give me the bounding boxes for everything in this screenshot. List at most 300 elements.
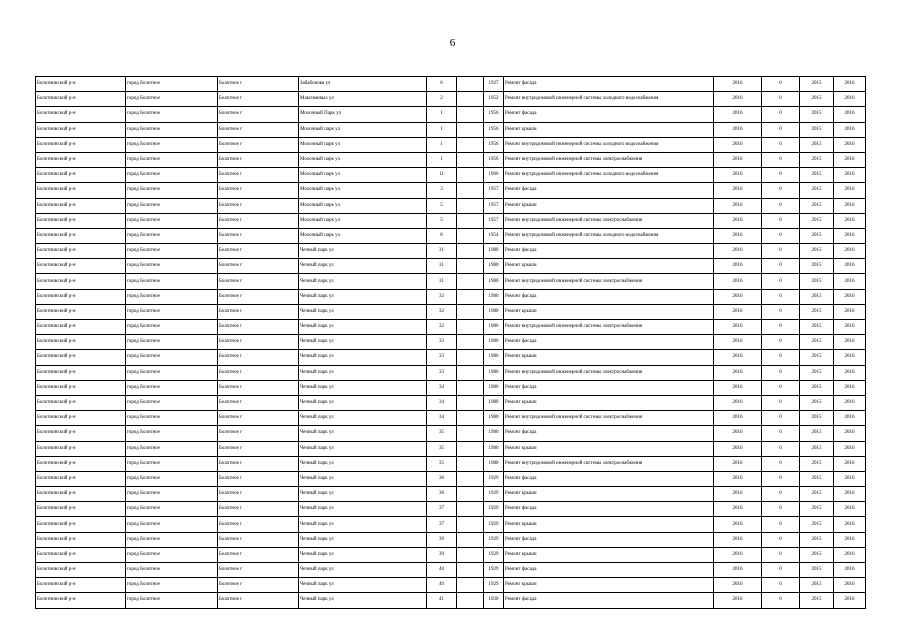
- district-cell: Болотнинский р-н: [36, 411, 126, 426]
- district-cell: Болотнинский р-н: [36, 441, 126, 456]
- settlement-cell: город Болотное: [126, 92, 218, 107]
- period-start-cell: 2015: [800, 532, 834, 547]
- settlement-cell: город Болотное: [126, 502, 218, 517]
- table-row: [36, 593, 866, 608]
- build-year-cell: 1980: [484, 274, 504, 289]
- period-end-cell: 2016: [834, 152, 866, 167]
- street-cell: Чечный парк ул: [299, 289, 427, 304]
- house-number-cell: 40: [427, 563, 457, 578]
- period-end-cell: 2016: [834, 213, 866, 228]
- settlement-cell: город Болотное: [126, 441, 218, 456]
- street-cell: Молочный парк ул: [299, 213, 427, 228]
- district-cell: Болотнинский р-н: [36, 289, 126, 304]
- table-row: [36, 228, 866, 243]
- district-cell: Болотнинский р-н: [36, 350, 126, 365]
- period-end-cell: 2016: [834, 593, 866, 608]
- locality-cell: Болотное г: [218, 426, 299, 441]
- plan-year-cell: 2016: [714, 183, 762, 198]
- period-end-cell: 2016: [834, 137, 866, 152]
- plan-year-cell: 2016: [714, 335, 762, 350]
- value-cell: 0: [762, 92, 800, 107]
- table-row: [36, 152, 866, 167]
- build-year-cell: 1980: [484, 289, 504, 304]
- period-end-cell: 2016: [834, 183, 866, 198]
- locality-cell: Болотное г: [218, 274, 299, 289]
- period-end-cell: 2016: [834, 274, 866, 289]
- period-end-cell: 2016: [834, 517, 866, 532]
- period-start-cell: 2015: [800, 228, 834, 243]
- settlement-cell: город Болотное: [126, 183, 218, 198]
- locality-cell: Болотное г: [218, 122, 299, 137]
- table-row: [36, 532, 866, 547]
- plan-year-cell: 2016: [714, 168, 762, 183]
- house-number-cell: 35: [427, 456, 457, 471]
- period-end-cell: 2016: [834, 426, 866, 441]
- street-cell: Чечный парк ул: [299, 350, 427, 365]
- settlement-cell: город Болотное: [126, 304, 218, 319]
- building-cell: [457, 107, 484, 122]
- district-cell: Болотнинский р-н: [36, 213, 126, 228]
- house-number-cell: 5: [427, 198, 457, 213]
- locality-cell: Болотное г: [218, 411, 299, 426]
- house-number-cell: 31: [427, 274, 457, 289]
- locality-cell: Болотное г: [218, 77, 299, 92]
- building-cell: [457, 183, 484, 198]
- street-cell: Молочный Парк ул: [299, 107, 427, 122]
- plan-year-cell: 2016: [714, 517, 762, 532]
- street-cell: Забабонова ул: [299, 77, 427, 92]
- house-number-cell: 11: [427, 168, 457, 183]
- period-start-cell: 2015: [800, 380, 834, 395]
- period-end-cell: 2016: [834, 456, 866, 471]
- plan-year-cell: 2016: [714, 365, 762, 380]
- building-cell: [457, 92, 484, 107]
- house-number-cell: 39: [427, 532, 457, 547]
- table-row: [36, 92, 866, 107]
- period-start-cell: 2015: [800, 411, 834, 426]
- value-cell: 0: [762, 168, 800, 183]
- period-end-cell: 2016: [834, 122, 866, 137]
- build-year-cell: 1956: [484, 122, 504, 137]
- period-start-cell: 2015: [800, 365, 834, 380]
- table-row: [36, 320, 866, 335]
- settlement-cell: город Болотное: [126, 107, 218, 122]
- period-end-cell: 2016: [834, 471, 866, 486]
- locality-cell: Болотное г: [218, 107, 299, 122]
- value-cell: 0: [762, 304, 800, 319]
- house-number-cell: 1: [427, 152, 457, 167]
- plan-year-cell: 2016: [714, 411, 762, 426]
- period-end-cell: 2016: [834, 244, 866, 259]
- district-cell: Болотнинский р-н: [36, 593, 126, 608]
- repair-type-cell: Ремонт фасада: [504, 426, 714, 441]
- street-cell: Чечный парк ул: [299, 259, 427, 274]
- table-row: [36, 487, 866, 502]
- locality-cell: Болотное г: [218, 547, 299, 562]
- district-cell: Болотнинский р-н: [36, 168, 126, 183]
- district-cell: Болотнинский р-н: [36, 320, 126, 335]
- house-number-cell: 37: [427, 502, 457, 517]
- locality-cell: Болотное г: [218, 304, 299, 319]
- building-cell: [457, 350, 484, 365]
- table-row: [36, 274, 866, 289]
- building-cell: [457, 502, 484, 517]
- building-cell: [457, 77, 484, 92]
- repair-type-cell: Ремонт крыши: [504, 578, 714, 593]
- value-cell: 0: [762, 320, 800, 335]
- value-cell: 0: [762, 335, 800, 350]
- building-cell: [457, 168, 484, 183]
- period-end-cell: 2016: [834, 502, 866, 517]
- building-cell: [457, 411, 484, 426]
- period-end-cell: 2016: [834, 547, 866, 562]
- table-row: [36, 244, 866, 259]
- repair-type-cell: Ремонт внутридомовой инженерной системы холодного водоснабжения: [504, 228, 714, 243]
- settlement-cell: город Болотное: [126, 320, 218, 335]
- period-start-cell: 2015: [800, 456, 834, 471]
- district-cell: Болотнинский р-н: [36, 426, 126, 441]
- locality-cell: Болотное г: [218, 517, 299, 532]
- settlement-cell: город Болотное: [126, 228, 218, 243]
- build-year-cell: 1952: [484, 92, 504, 107]
- settlement-cell: город Болотное: [126, 198, 218, 213]
- value-cell: 0: [762, 456, 800, 471]
- repair-type-cell: Ремонт крыши: [504, 547, 714, 562]
- table-row: [36, 578, 866, 593]
- period-start-cell: 2015: [800, 152, 834, 167]
- period-start-cell: 2015: [800, 320, 834, 335]
- table-row: [36, 168, 866, 183]
- period-start-cell: 2015: [800, 563, 834, 578]
- value-cell: 0: [762, 259, 800, 274]
- period-start-cell: 2015: [800, 350, 834, 365]
- building-cell: [457, 395, 484, 410]
- repair-type-cell: Ремонт крыши: [504, 517, 714, 532]
- settlement-cell: город Болотное: [126, 259, 218, 274]
- street-cell: Чечный парк ул: [299, 593, 427, 608]
- locality-cell: Болотное г: [218, 350, 299, 365]
- repair-type-cell: Ремонт фасада: [504, 563, 714, 578]
- plan-year-cell: 2016: [714, 198, 762, 213]
- street-cell: Молочный парк ул: [299, 137, 427, 152]
- locality-cell: Болотное г: [218, 502, 299, 517]
- district-cell: Болотнинский р-н: [36, 244, 126, 259]
- value-cell: 0: [762, 532, 800, 547]
- build-year-cell: 1980: [484, 320, 504, 335]
- period-end-cell: 2016: [834, 259, 866, 274]
- repair-registry-table: [35, 76, 866, 609]
- street-cell: Чечный парк ул: [299, 426, 427, 441]
- table-row: [36, 395, 866, 410]
- settlement-cell: город Болотное: [126, 593, 218, 608]
- period-end-cell: 2016: [834, 77, 866, 92]
- table-row: [36, 77, 866, 92]
- table-row: [36, 213, 866, 228]
- repair-type-cell: Ремонт фасада: [504, 380, 714, 395]
- locality-cell: Болотное г: [218, 213, 299, 228]
- building-cell: [457, 259, 484, 274]
- value-cell: 0: [762, 471, 800, 486]
- value-cell: 0: [762, 502, 800, 517]
- building-cell: [457, 228, 484, 243]
- settlement-cell: город Болотное: [126, 578, 218, 593]
- repair-type-cell: Ремонт крыши: [504, 487, 714, 502]
- table-row: [36, 441, 866, 456]
- plan-year-cell: 2016: [714, 395, 762, 410]
- plan-year-cell: 2016: [714, 289, 762, 304]
- value-cell: 0: [762, 426, 800, 441]
- value-cell: 0: [762, 547, 800, 562]
- locality-cell: Болотное г: [218, 441, 299, 456]
- settlement-cell: город Болотное: [126, 456, 218, 471]
- table-row: [36, 350, 866, 365]
- district-cell: Болотнинский р-н: [36, 578, 126, 593]
- building-cell: [457, 532, 484, 547]
- table-row: [36, 547, 866, 562]
- building-cell: [457, 593, 484, 608]
- table-row: [36, 365, 866, 380]
- build-year-cell: 1929: [484, 487, 504, 502]
- value-cell: 0: [762, 395, 800, 410]
- locality-cell: Болотное г: [218, 183, 299, 198]
- value-cell: 0: [762, 183, 800, 198]
- period-start-cell: 2015: [800, 502, 834, 517]
- street-cell: Чечный парк ул: [299, 578, 427, 593]
- repair-type-cell: Ремонт внутридомовой инженерной системы холодного водоснабжения: [504, 92, 714, 107]
- plan-year-cell: 2016: [714, 487, 762, 502]
- district-cell: Болотнинский р-н: [36, 304, 126, 319]
- repair-type-cell: Ремонт фасада: [504, 244, 714, 259]
- building-cell: [457, 380, 484, 395]
- period-end-cell: 2016: [834, 168, 866, 183]
- locality-cell: Болотное г: [218, 198, 299, 213]
- settlement-cell: город Болотное: [126, 547, 218, 562]
- plan-year-cell: 2016: [714, 320, 762, 335]
- period-end-cell: 2016: [834, 198, 866, 213]
- building-cell: [457, 198, 484, 213]
- locality-cell: Болотное г: [218, 137, 299, 152]
- building-cell: [457, 517, 484, 532]
- build-year-cell: 1956: [484, 107, 504, 122]
- plan-year-cell: 2016: [714, 259, 762, 274]
- street-cell: Молочный парк ул: [299, 122, 427, 137]
- period-start-cell: 2015: [800, 395, 834, 410]
- plan-year-cell: 2016: [714, 563, 762, 578]
- value-cell: 0: [762, 411, 800, 426]
- repair-type-cell: Ремонт внутридомовой инженерной системы электроснабжения: [504, 320, 714, 335]
- house-number-cell: 31: [427, 244, 457, 259]
- repair-type-cell: Ремонт внутридомовой инженерной системы электроснабжения: [504, 365, 714, 380]
- building-cell: [457, 289, 484, 304]
- settlement-cell: город Болотное: [126, 350, 218, 365]
- house-number-cell: 3: [427, 183, 457, 198]
- house-number-cell: 5: [427, 213, 457, 228]
- district-cell: Болотнинский р-н: [36, 152, 126, 167]
- building-cell: [457, 441, 484, 456]
- house-number-cell: 35: [427, 441, 457, 456]
- period-end-cell: 2016: [834, 380, 866, 395]
- settlement-cell: город Болотное: [126, 122, 218, 137]
- building-cell: [457, 304, 484, 319]
- period-end-cell: 2016: [834, 228, 866, 243]
- plan-year-cell: 2016: [714, 92, 762, 107]
- repair-type-cell: Ремонт фасада: [504, 289, 714, 304]
- build-year-cell: 1960: [484, 168, 504, 183]
- street-cell: Чечный парк ул: [299, 274, 427, 289]
- district-cell: Болотнинский р-н: [36, 547, 126, 562]
- repair-type-cell: Ремонт фасада: [504, 183, 714, 198]
- repair-type-cell: Ремонт фасада: [504, 471, 714, 486]
- building-cell: [457, 213, 484, 228]
- value-cell: 0: [762, 137, 800, 152]
- repair-type-cell: Ремонт фасада: [504, 502, 714, 517]
- value-cell: 0: [762, 365, 800, 380]
- period-end-cell: 2016: [834, 289, 866, 304]
- settlement-cell: город Болотное: [126, 152, 218, 167]
- plan-year-cell: 2016: [714, 441, 762, 456]
- build-year-cell: 1954: [484, 228, 504, 243]
- build-year-cell: 1930: [484, 593, 504, 608]
- house-number-cell: 39: [427, 547, 457, 562]
- period-end-cell: 2016: [834, 320, 866, 335]
- period-start-cell: 2015: [800, 107, 834, 122]
- repair-type-cell: Ремонт внутридомовой инженерной системы холодного водоснабжения: [504, 168, 714, 183]
- plan-year-cell: 2016: [714, 137, 762, 152]
- build-year-cell: 1980: [484, 441, 504, 456]
- house-number-cell: 8: [427, 228, 457, 243]
- table-row: [36, 198, 866, 213]
- repair-type-cell: Ремонт фасада: [504, 593, 714, 608]
- plan-year-cell: 2016: [714, 274, 762, 289]
- house-number-cell: 33: [427, 365, 457, 380]
- table-row: [36, 502, 866, 517]
- settlement-cell: город Болотное: [126, 380, 218, 395]
- period-end-cell: 2016: [834, 395, 866, 410]
- house-number-cell: 31: [427, 259, 457, 274]
- house-number-cell: 37: [427, 517, 457, 532]
- street-cell: Чечный парк ул: [299, 487, 427, 502]
- street-cell: Максимовых ул: [299, 92, 427, 107]
- building-cell: [457, 335, 484, 350]
- period-end-cell: 2016: [834, 304, 866, 319]
- period-end-cell: 2016: [834, 441, 866, 456]
- value-cell: 0: [762, 289, 800, 304]
- repair-type-cell: Ремонт крыши: [504, 259, 714, 274]
- repair-type-cell: Ремонт фасада: [504, 107, 714, 122]
- house-number-cell: 2: [427, 92, 457, 107]
- district-cell: Болотнинский р-н: [36, 487, 126, 502]
- build-year-cell: 1929: [484, 502, 504, 517]
- plan-year-cell: 2016: [714, 578, 762, 593]
- plan-year-cell: 2016: [714, 77, 762, 92]
- plan-year-cell: 2016: [714, 532, 762, 547]
- district-cell: Болотнинский р-н: [36, 517, 126, 532]
- table-row: [36, 563, 866, 578]
- table-body: [36, 77, 866, 609]
- table-row: [36, 259, 866, 274]
- district-cell: Болотнинский р-н: [36, 563, 126, 578]
- street-cell: Молочный парк ул: [299, 198, 427, 213]
- street-cell: Чечный парк ул: [299, 563, 427, 578]
- plan-year-cell: 2016: [714, 502, 762, 517]
- build-year-cell: 1957: [484, 213, 504, 228]
- build-year-cell: 1980: [484, 411, 504, 426]
- value-cell: 0: [762, 122, 800, 137]
- plan-year-cell: 2016: [714, 228, 762, 243]
- period-end-cell: 2016: [834, 532, 866, 547]
- settlement-cell: город Болотное: [126, 471, 218, 486]
- period-start-cell: 2015: [800, 289, 834, 304]
- street-cell: Чечный парк ул: [299, 441, 427, 456]
- build-year-cell: 1980: [484, 426, 504, 441]
- house-number-cell: 34: [427, 395, 457, 410]
- build-year-cell: 1980: [484, 380, 504, 395]
- period-start-cell: 2015: [800, 487, 834, 502]
- value-cell: 0: [762, 152, 800, 167]
- table-row: [36, 107, 866, 122]
- period-start-cell: 2015: [800, 77, 834, 92]
- repair-type-cell: Ремонт внутридомовой инженерной системы электроснабжения: [504, 213, 714, 228]
- house-number-cell: 36: [427, 471, 457, 486]
- repair-type-cell: Ремонт крыши: [504, 304, 714, 319]
- street-cell: Чечный парк ул: [299, 532, 427, 547]
- period-end-cell: 2016: [834, 411, 866, 426]
- house-number-cell: 32: [427, 304, 457, 319]
- district-cell: Болотнинский р-н: [36, 471, 126, 486]
- table-row: [36, 517, 866, 532]
- value-cell: 0: [762, 517, 800, 532]
- value-cell: 0: [762, 578, 800, 593]
- table-row: [36, 335, 866, 350]
- house-number-cell: 32: [427, 289, 457, 304]
- value-cell: 0: [762, 198, 800, 213]
- house-number-cell: 34: [427, 411, 457, 426]
- locality-cell: Болотное г: [218, 289, 299, 304]
- value-cell: 0: [762, 77, 800, 92]
- building-cell: [457, 320, 484, 335]
- building-cell: [457, 471, 484, 486]
- street-cell: Чечный парк ул: [299, 547, 427, 562]
- settlement-cell: город Болотное: [126, 213, 218, 228]
- period-end-cell: 2016: [834, 107, 866, 122]
- locality-cell: Болотное г: [218, 593, 299, 608]
- street-cell: Молочный парк ул: [299, 152, 427, 167]
- locality-cell: Болотное г: [218, 335, 299, 350]
- street-cell: Молочный парк ул: [299, 168, 427, 183]
- locality-cell: Болотное г: [218, 152, 299, 167]
- district-cell: Болотнинский р-н: [36, 502, 126, 517]
- period-start-cell: 2015: [800, 244, 834, 259]
- plan-year-cell: 2016: [714, 426, 762, 441]
- period-end-cell: 2016: [834, 578, 866, 593]
- plan-year-cell: 2016: [714, 152, 762, 167]
- district-cell: Болотнинский р-н: [36, 137, 126, 152]
- district-cell: Болотнинский р-н: [36, 335, 126, 350]
- house-number-cell: 34: [427, 380, 457, 395]
- table-row: [36, 471, 866, 486]
- settlement-cell: город Болотное: [126, 563, 218, 578]
- build-year-cell: 1980: [484, 365, 504, 380]
- page-number: 6: [449, 37, 456, 49]
- district-cell: Болотнинский р-н: [36, 122, 126, 137]
- period-end-cell: 2016: [834, 335, 866, 350]
- house-number-cell: 32: [427, 320, 457, 335]
- street-cell: Молочный парк ул: [299, 183, 427, 198]
- settlement-cell: город Болотное: [126, 289, 218, 304]
- street-cell: Чечный парк ул: [299, 411, 427, 426]
- house-number-cell: 36: [427, 487, 457, 502]
- plan-year-cell: 2016: [714, 456, 762, 471]
